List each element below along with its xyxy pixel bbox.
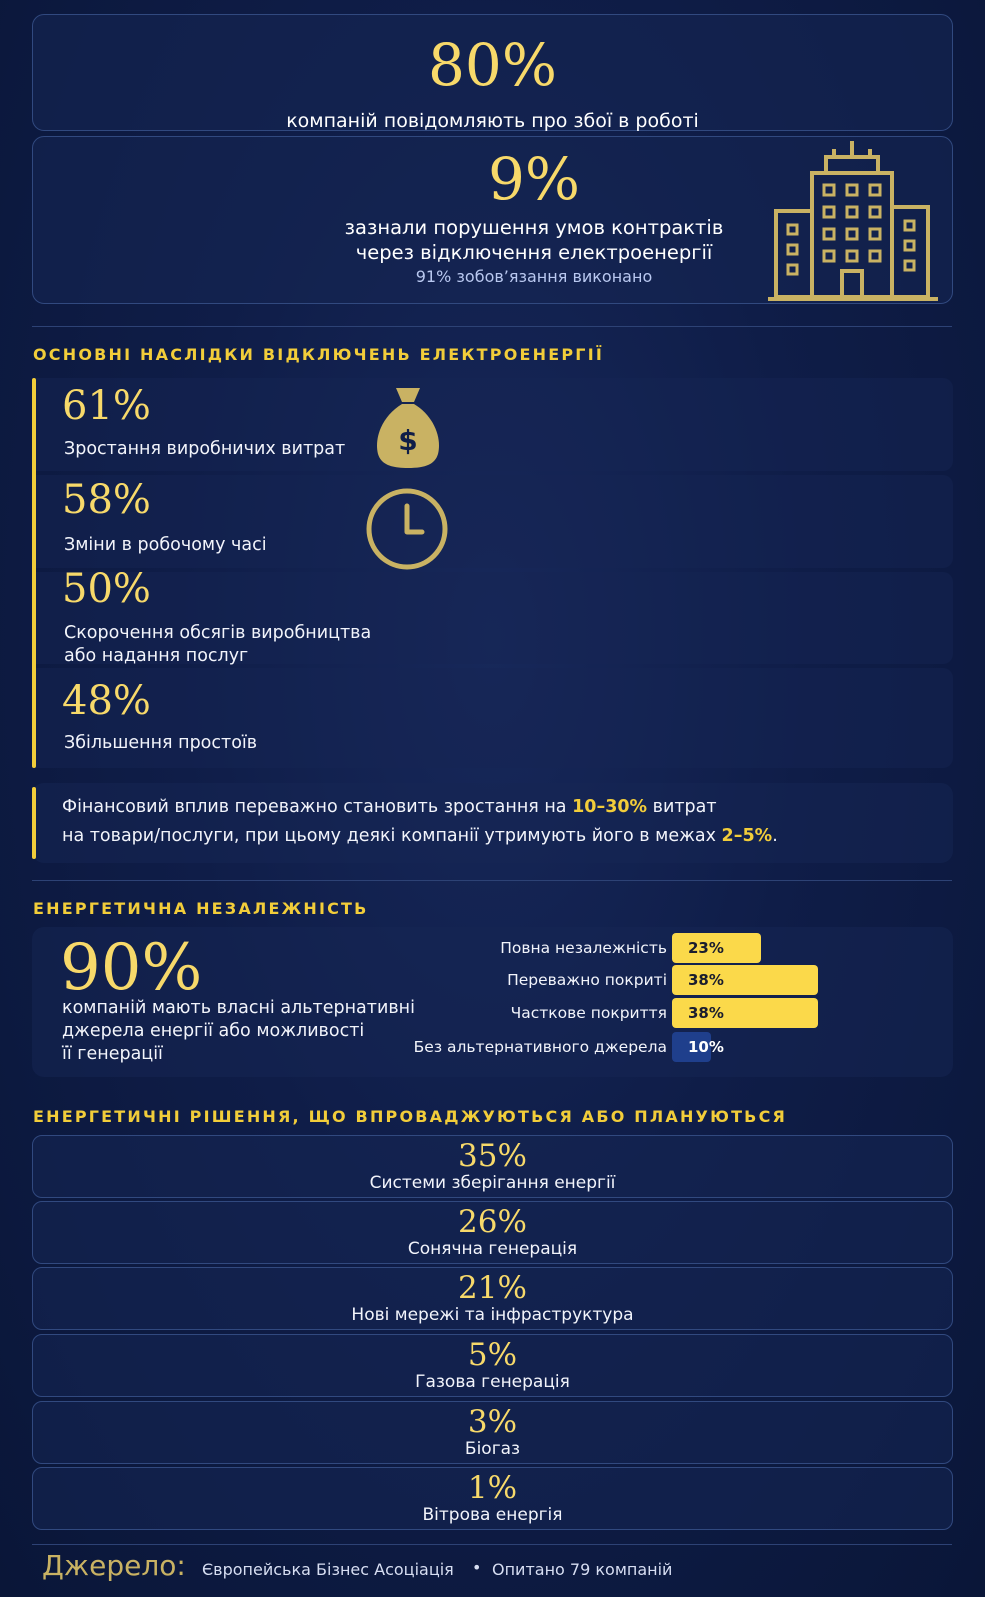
source-surveyed: Опитано 79 компаній [492, 1560, 673, 1579]
solution-value: 35% [458, 1138, 527, 1174]
bar-row [392, 998, 952, 1028]
bar-value: 38% [688, 971, 724, 989]
hero-value: 80% [428, 31, 557, 99]
solution-item [32, 1401, 953, 1464]
source-footer [42, 1549, 942, 1589]
note-text: на товари/послуги, при цьому деякі компанії утримують його в межах [62, 826, 722, 846]
independence-text [62, 997, 442, 1066]
note-rail [32, 787, 36, 859]
consequence-value: 48% [62, 678, 151, 724]
consequence-value: 61% [62, 383, 151, 429]
source-organization: Європейська Бізнес Асоціація [202, 1560, 454, 1579]
independence-title: ЕНЕРГЕТИЧНА НЕЗАЛЕЖНІСТЬ [33, 899, 369, 918]
consequence-value: 50% [62, 566, 151, 612]
bar-row [392, 933, 952, 963]
note-text: . [772, 826, 778, 846]
bar-row [392, 1032, 952, 1062]
bar-row [392, 965, 952, 995]
source-label: Джерело: [42, 1549, 186, 1582]
svg-text:$: $ [398, 424, 418, 457]
bar-fill [672, 998, 818, 1028]
hero-text: компаній повідомляють про збої в роботі [286, 110, 699, 132]
bar-value: 23% [688, 939, 724, 957]
contracts-text [213, 215, 855, 265]
consequences-title: ОСНОВНІ НАСЛІДКИ ВІДКЛЮЧЕНЬ ЕЛЕКТРОЕНЕРГІЇ [33, 345, 605, 364]
solution-item [32, 1201, 953, 1264]
bar-label: Часткове покриття [510, 1004, 667, 1022]
note-highlight: 2–5% [721, 826, 773, 846]
bar-fill [672, 1032, 724, 1062]
consequence-item [36, 475, 953, 568]
energy-independence-panel [32, 927, 953, 1077]
solution-value: 26% [458, 1204, 527, 1240]
solution-item [32, 1267, 953, 1330]
independence-text-line1: компаній мають власні альтернативні [62, 998, 415, 1018]
solution-value: 5% [467, 1337, 518, 1373]
consequence-value: 58% [62, 477, 151, 523]
note-highlight: 10–30% [572, 797, 648, 817]
solution-label: Сонячна генерація [407, 1239, 578, 1259]
contracts-value: 9% [487, 145, 580, 213]
solution-label: Вітрова енергія [422, 1505, 563, 1525]
solution-value: 3% [467, 1404, 518, 1440]
consequence-item [36, 668, 953, 768]
contracts-text-line1: зазнали порушення умов контрактів [344, 216, 724, 239]
independence-text-line3: її генерації [62, 1044, 163, 1064]
solution-label: Газова генерація [415, 1372, 570, 1392]
hero-contract-violations [32, 136, 953, 304]
bar-value: 10% [688, 1038, 724, 1056]
money-bag-icon [372, 382, 444, 470]
consequence-label: Зростання виробничих витрат [64, 439, 346, 459]
hero-companies-disrupted [32, 14, 953, 131]
solution-label: Системи зберігання енергії [369, 1173, 616, 1193]
bar-fill [672, 933, 761, 963]
independence-value: 90% [60, 931, 203, 1005]
bar-label: Повна незалежність [500, 939, 667, 957]
solution-value: 1% [467, 1470, 518, 1506]
consequence-label-line2: або надання послуг [64, 646, 249, 666]
bar-value: 38% [688, 1004, 724, 1022]
contracts-text-line2: через відключення електроенергії [355, 241, 713, 264]
consequence-label [64, 622, 371, 668]
consequence-item [36, 566, 953, 666]
consequence-item [36, 378, 953, 471]
bar-label: Без альтернативного джерела [413, 1038, 667, 1056]
clock-icon [364, 486, 450, 572]
contracts-subtext: 91% зобов’язання виконано [415, 267, 653, 286]
solution-label: Біогаз [464, 1439, 521, 1459]
consequence-label: Збільшення простоїв [64, 733, 258, 753]
consequence-label-line1: Скорочення обсягів виробництва [64, 623, 372, 643]
bar-label: Переважно покриті [507, 971, 667, 989]
divider [32, 1544, 952, 1545]
solution-item [32, 1334, 953, 1397]
solution-item [32, 1467, 953, 1530]
solution-value: 21% [458, 1270, 527, 1306]
solution-item [32, 1135, 953, 1198]
solutions-title: ЕНЕРГЕТИЧНІ РІШЕННЯ, ЩО ВПРОВАДЖУЮТЬСЯ АБО ПЛАНУЮТЬСЯ [33, 1107, 788, 1126]
divider [32, 880, 952, 881]
consequence-label: Зміни в робочому часі [64, 535, 267, 555]
note-text: Фінансовий вплив переважно становить зростання на [62, 797, 573, 817]
financial-impact-note [32, 783, 953, 863]
bar-fill [672, 965, 818, 995]
note-text: витрат [647, 797, 717, 817]
independence-text-line2: джерела енергії або можливості [62, 1021, 365, 1041]
source-separator: • [472, 1558, 482, 1577]
solution-label: Нові мережі та інфраструктура [351, 1305, 634, 1325]
building-icon [768, 139, 938, 301]
divider [32, 326, 952, 327]
note-line2 [62, 826, 778, 846]
consequences-list [32, 378, 953, 768]
note-line1 [62, 797, 717, 817]
